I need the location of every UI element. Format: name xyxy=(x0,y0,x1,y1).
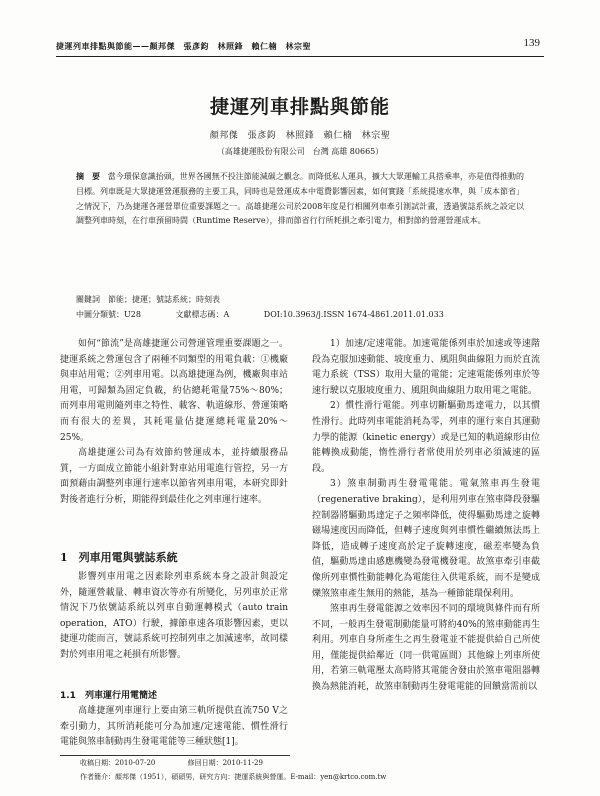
section-heading: 1 列車用電與號誌系統 xyxy=(60,551,178,564)
revised-date: 修回日期：2010-11-29 xyxy=(187,759,263,767)
right-column xyxy=(312,337,540,696)
left-column-intro xyxy=(60,337,288,509)
energy-item: 2）慣性滑行電能。列車切斷驅動馬達電力，以其慣性滑行。此時列車電能消耗為零，列車的運行來自其運動力學的能源（kinetic energy）或是已知的軌道線形由位能轉換成動能，惰性滑行者常使用於列車必須減速的區段。 xyxy=(312,401,540,474)
abstract xyxy=(76,170,524,229)
footnote-dates xyxy=(80,758,293,768)
page-number: 139 xyxy=(523,37,540,49)
abstract-text: 當今環保意識抬頭，世界各國無不投注節能減碳之觀念。而降低私人運具，擴大大眾運輸工具搭乘率，亦是值得推動的目標。列車既是大眾捷運營運服務的主要工具，同時也是營運成本中電費影響因素，如何實踐「系統提速水準，與「成本節省」之情況下，乃為捷運各運營單位重要課題之一。高雄捷運公司於2008年度是行相關列車牽引測試計畫，透過號誌系統之設定以調整列車時刻，在行車預留時間（Runtime Reserve），排而節省行行所耗損之牽引電力，相對節約營運營運成本。 xyxy=(76,172,525,226)
header-rule xyxy=(56,56,544,57)
intro-paragraph: 如何“節流”是高雄捷運公司營運管理重要課題之一。捷運系統之營運包含了兩種不同類型的用電負載：①機廠與車站用電；②列車用電。以高雄捷運為例，機廠與車站用電，可歸類為固定負載，約佔總耗電量75%～80%；而列車用電則隨列車之特性、載客、軌道線形、營運策略而有很大的差異，其耗電量佔捷運總耗電量20%～25%。 xyxy=(60,339,288,443)
author-info: 作者簡介：顏邦傑（1951），碩碩男，研究方向：捷運系統與營運。E-mail：yen@krtco.com.tw xyxy=(80,773,387,781)
document-code: 文獻標志碼：A xyxy=(175,310,230,319)
running-head: 捷運列車排點與節能——顏邦傑 張彥鈞 林照鋒 賴仁楠 林宗聖 xyxy=(56,41,311,51)
abstract-label: 摘 要 xyxy=(76,172,101,181)
subsection-heading: 1.1 列車運行用電簡述 xyxy=(60,691,157,701)
energy-item: 3）煞車制動再生發電電能。電氣煞車再生發電（regenerative braking），是利用列車在煞車降段發驅控制器將驅動馬達定子之頻率降低，使得驅動馬達之旋轉磁場速度因而降低，但轉子速度與列車慣性繼續無法馬上降低，造成轉子速度高於定子旋轉速度，磁差率變為負值，驅動馬達由感應機變為發電機發電。故煞車牽引車截像所列車慣性動能轉化為電能往入供電系統，而不是變成爍煞煞車產生無用的熱能，基為一種節能環保利用。 xyxy=(312,479,540,599)
subsection-paragraph: 高雄捷運列車運行上要由第三軌所提供直流750 V之牽引動力，其所消耗能可分為加速/定速電能、慣性滑行電能與煞車制動再生發電電能等三種狀態[1]。 xyxy=(60,706,288,748)
energy-item: 煞車再生發電能源之效率因不同的環境與條件而有所不同，一般再生發電制動能量可將約40%的煞車動能再生利用。列車自身所產生之再生發電並不能提供給自己所使用，僅能提供給鄰近（同一供電區間）其他線上列車所使用，若第三軌電壓太高時將其電能舍發由於煞車電阻器轉換為熱能消耗，故煞車制動再生發電電能的回饋當需前以 xyxy=(312,604,540,693)
subsection-body xyxy=(60,704,288,751)
footnote-rule xyxy=(60,755,290,756)
keywords: 關鍵詞 節能；捷運；號誌系統；時刻表 xyxy=(76,295,220,304)
clc-number: 中圖分類號：U28 xyxy=(76,310,141,319)
author-list: 顏邦傑 張彥鈞 林照鋒 賴仁楠 林宗聖 xyxy=(209,131,391,141)
received-date: 收稿日期：2010-07-20 xyxy=(80,759,156,767)
intro-paragraph: 高雄捷運公司為有效節約營運成本，並持續服務品質，一方面成立節能小組針對車站用電進行管控，另一方面預藉由調整列車運行速率以節省列車用電，本研究即針對後者進行分析，期能得到最佳化之列車運行速率。 xyxy=(60,448,288,505)
paper-title: 捷運列車排點與節能 xyxy=(209,96,390,118)
classification-line xyxy=(76,309,536,320)
section-paragraph: 影響列車用電之因素除列車系統本身之設計與設定外，隨運營載量、轉車資次等亦有所變化，另列車於正常情況下乃依號誌系統以列車自動運轉模式（auto train operation，ATO）行駛，據節車速各項影響因素，更以捷運功能而言，號誌系統可控制列車之加減速率，故同樣對於列車用電之耗損有所影響。 xyxy=(60,572,288,660)
doi: DOI:10.3963/j.ISSN 1674-4861.2011.01.033 xyxy=(263,310,444,319)
section-body xyxy=(60,570,288,664)
affiliation: （高雄捷運股份有限公司 台灣 高雄 80665） xyxy=(216,147,384,156)
energy-item: 1）加速/定速電能。加速電能係列車於加速或等速階段為克服加速動能、坡度重力、風阻與曲線阻力而於直流電力系統（TSS）取用大量的電能；定速電能係列車於等速行駛以克服坡度重力、風阻與曲線阻力取用電之電能。 xyxy=(312,339,540,396)
